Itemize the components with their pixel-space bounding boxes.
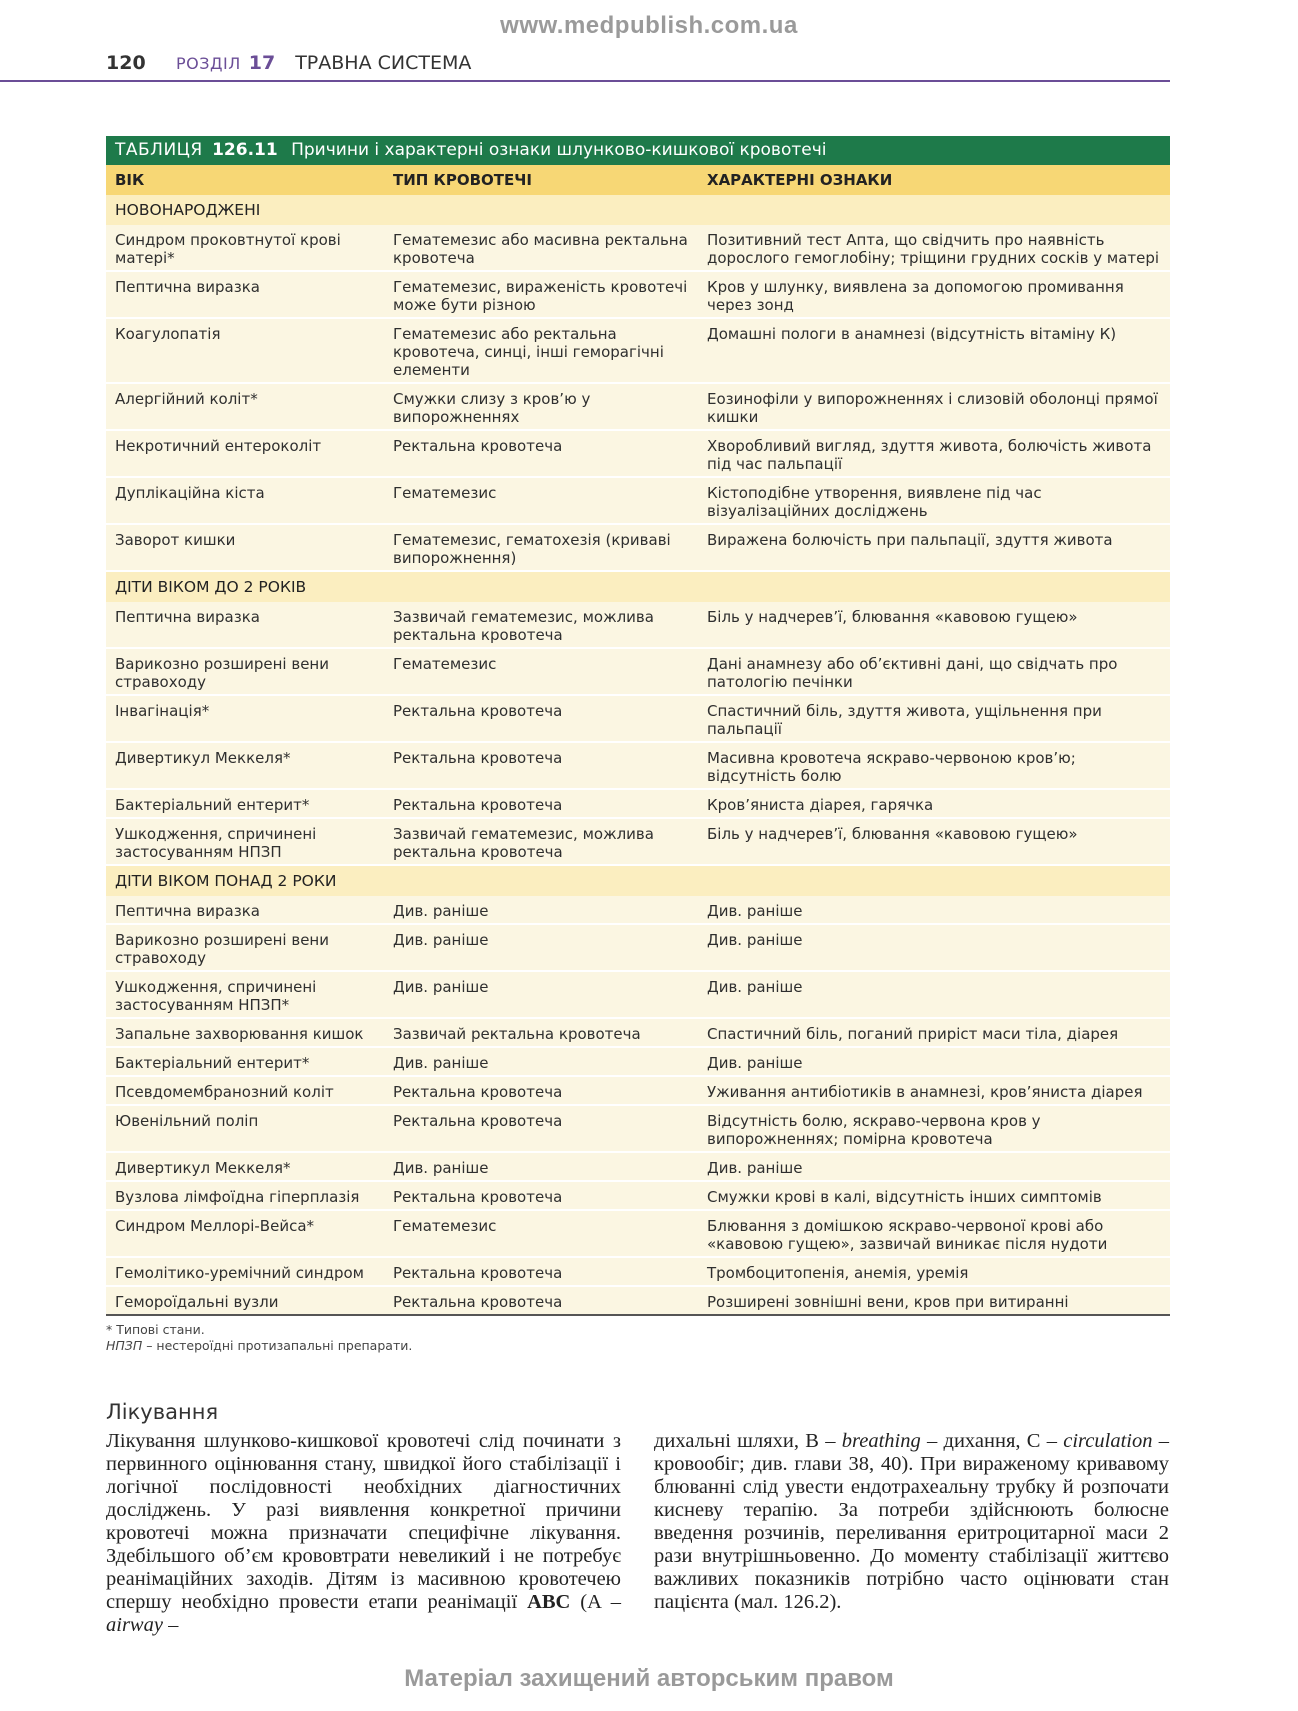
bleeding-type-cell: Ректальна кровотеча	[384, 742, 698, 789]
watermark-bottom: Матеріал захищений авторським правом	[404, 1665, 894, 1692]
features-cell: Тромбоцитопенія, анемія, уремія	[698, 1257, 1170, 1286]
footnote-abbr: НПЗП	[106, 1338, 143, 1353]
body-right-italic2: circulation	[1063, 1430, 1153, 1452]
table-row	[106, 602, 1170, 648]
features-cell: Див. раніше	[698, 924, 1170, 971]
table-row	[106, 383, 1170, 430]
table-title-row	[106, 136, 1170, 165]
table-row	[106, 971, 1170, 1018]
age-cell: Пептична виразка	[106, 896, 384, 924]
bleeding-type-cell: Ректальна кровотеча	[384, 1181, 698, 1210]
features-cell: Розширені зовнішні вени, кров при витиранні	[698, 1286, 1170, 1315]
features-cell: Відсутність болю, яскраво-червона кров у випорожненнях; помірна кровотеча	[698, 1105, 1170, 1152]
features-cell: Див. раніше	[698, 896, 1170, 924]
table-row	[106, 896, 1170, 924]
bleeding-type-cell: Ректальна кровотеча	[384, 695, 698, 742]
features-cell: Кров’яниста діарея, гарячка	[698, 789, 1170, 818]
table-row	[106, 430, 1170, 477]
footnote-typical: * Типові стани.	[106, 1322, 205, 1337]
age-cell: Псевдомембранозний коліт	[106, 1076, 384, 1105]
table-row	[106, 1076, 1170, 1105]
table-row	[106, 477, 1170, 524]
age-cell: Некротичний ентероколіт	[106, 430, 384, 477]
features-cell: Кров у шлунку, виявлена за допомогою промивання через зонд	[698, 271, 1170, 318]
bleeding-type-cell: Ректальна кровотеча	[384, 789, 698, 818]
bleeding-type-cell: Ректальна кровотеча	[384, 430, 698, 477]
age-cell: Синдром Меллорі-Вейса*	[106, 1210, 384, 1257]
bleeding-type-cell: Див. раніше	[384, 1152, 698, 1181]
table-title: Причини і характерні ознаки шлунково-кишкової кровотечі	[291, 140, 827, 160]
group-label: НОВОНАРОДЖЕНІ	[106, 195, 1170, 225]
table-row	[106, 742, 1170, 789]
table-row	[106, 818, 1170, 865]
table-row	[106, 225, 1170, 271]
age-cell: Бактеріальний ентерит*	[106, 1047, 384, 1076]
table-footnotes	[106, 1322, 906, 1354]
body-text-right	[654, 1430, 1169, 1614]
bleeding-type-cell: Див. раніше	[384, 924, 698, 971]
footnote-abbr-definition: – нестероїдні протизапальні препарати.	[142, 1338, 413, 1353]
features-cell: Біль у надчерев’ї, блювання «кавовою гущею»	[698, 818, 1170, 865]
bleeding-type-cell: Смужки слизу з кров’ю у випорожненнях	[384, 383, 698, 430]
age-cell: Алергійний коліт*	[106, 383, 384, 430]
bleeding-type-cell: Див. раніше	[384, 896, 698, 924]
section-heading: Лікування	[106, 1400, 219, 1424]
table-group-row	[106, 195, 1170, 225]
body-left-italic: airway	[106, 1614, 163, 1636]
section-word: РОЗДІЛ	[176, 54, 241, 73]
running-head	[106, 52, 1170, 74]
bleeding-type-cell: Гематемезис, гематохезія (криваві випорожнення)	[384, 524, 698, 571]
age-cell: Варикозно розширені вени стравоходу	[106, 924, 384, 971]
table-row	[106, 1210, 1170, 1257]
features-cell: Уживання антибіотиків в анамнезі, кров’яниста діарея	[698, 1076, 1170, 1105]
table-row	[106, 1152, 1170, 1181]
body-right-italic1: breathing	[841, 1430, 921, 1452]
table-row	[106, 1257, 1170, 1286]
body-left-part2: (A –	[570, 1591, 621, 1613]
age-cell: Ювенільний поліп	[106, 1105, 384, 1152]
features-cell: Блювання з домішкою яскраво-червоної крові або «кавовою гущею», зазвичай виникає після нудоти	[698, 1210, 1170, 1257]
features-cell: Кістоподібне утворення, виявлене під час візуалізаційних досліджень	[698, 477, 1170, 524]
body-left-part3: –	[162, 1614, 179, 1636]
body-left-part1: Лікування шлунково-кишкової кровотечі слід починати з первинного оцінювання стану, швидкої його стабілізації і логічної послідовності необхідних діагностичних досліджень. У разі виявлення конкретної причини кровотечі можна призначати специфічне лікування. Здебільшого об’єм крововтрати невеликий і не потребує реанімаційних заходів. Дітям із масивною кровотечею спершу необхідно провести етапи реанімації	[106, 1430, 621, 1613]
bleeding-type-cell: Ректальна кровотеча	[384, 1076, 698, 1105]
bleeding-type-cell: Гематемезис	[384, 477, 698, 524]
age-cell: Дивертикул Меккеля*	[106, 742, 384, 789]
table-group-row	[106, 865, 1170, 896]
table-row	[106, 648, 1170, 695]
table-row	[106, 524, 1170, 571]
features-cell: Позитивний тест Апта, що свідчить про наявність дорослого гемоглобіну; тріщини грудних сосків у матері	[698, 225, 1170, 271]
bleeding-type-cell: Зазвичай ректальна кровотеча	[384, 1018, 698, 1047]
table-row	[106, 1018, 1170, 1047]
age-cell: Коагулопатія	[106, 318, 384, 383]
watermark-top: www.medpublish.com.ua	[500, 12, 798, 39]
column-header-age: ВІК	[106, 165, 384, 195]
body-right-part3: – кровообіг; див. глави 38, 40). При вираженому кривавому блюванні слід увести ендотрахеальну трубку й розпочати кисневу терапію. За потреби здійснюють болюсне введення розчинів, переливання еритроцитарної маси 2 рази внутрішньовенно. До моменту стабілізації життєво важливих показників потрібно часто оцінювати стан пацієнта (мал. 126.2).	[654, 1430, 1169, 1613]
body-left-bold: ABC	[527, 1591, 571, 1613]
column-header-features: ХАРАКТЕРНІ ОЗНАКИ	[698, 165, 1170, 195]
features-cell: Спастичний біль, поганий приріст маси тіла, діарея	[698, 1018, 1170, 1047]
table-row	[106, 318, 1170, 383]
table-group-row	[106, 571, 1170, 602]
table-row	[106, 271, 1170, 318]
bleeding-type-cell: Ректальна кровотеча	[384, 1286, 698, 1315]
causes-table	[106, 136, 1170, 1316]
features-cell: Смужки крові в калі, відсутність інших симптомів	[698, 1181, 1170, 1210]
age-cell: Пептична виразка	[106, 271, 384, 318]
features-cell: Дані анамнезу або об’єктивні дані, що свідчать про патологію печінки	[698, 648, 1170, 695]
bleeding-type-cell: Див. раніше	[384, 971, 698, 1018]
age-cell: Заворот кишки	[106, 524, 384, 571]
age-cell: Геморoїдальні вузли	[106, 1286, 384, 1315]
table-row	[106, 1286, 1170, 1315]
header-rule	[0, 80, 1170, 82]
bleeding-type-cell: Див. раніше	[384, 1047, 698, 1076]
features-cell: Еозинофіли у випорожненнях і слизовій оболонці прямої кишки	[698, 383, 1170, 430]
bleeding-type-cell: Ректальна кровотеча	[384, 1257, 698, 1286]
table-label: ТАБЛИЦЯ	[115, 140, 203, 160]
features-cell: Біль у надчерев’ї, блювання «кавовою гущею»	[698, 602, 1170, 648]
bleeding-type-cell: Гематемезис, вираженість кровотечі може бути різною	[384, 271, 698, 318]
body-text-left	[106, 1430, 621, 1637]
age-cell: Пептична виразка	[106, 602, 384, 648]
table-number: 126.11	[212, 140, 278, 160]
table-header-row	[106, 165, 1170, 195]
table-row	[106, 789, 1170, 818]
body-right-part2: – дихання, C –	[920, 1430, 1064, 1452]
footnote-abbreviation	[106, 1338, 906, 1354]
section-number: 17	[248, 52, 276, 74]
body-right-part1: дихальні шляхи, B –	[654, 1430, 842, 1452]
features-cell: Спастичний біль, здуття живота, ущільнення при пальпації	[698, 695, 1170, 742]
features-cell: Хворобливий вигляд, здуття живота, болючість живота під час пальпації	[698, 430, 1170, 477]
age-cell: Вузлова лімфоїдна гіперплазія	[106, 1181, 384, 1210]
table-row	[106, 1181, 1170, 1210]
table-row	[106, 695, 1170, 742]
section-title: ТРАВНА СИСТЕМА	[295, 52, 472, 74]
features-cell: Див. раніше	[698, 1047, 1170, 1076]
bleeding-type-cell: Ректальна кровотеча	[384, 1105, 698, 1152]
features-cell: Див. раніше	[698, 971, 1170, 1018]
table-row	[106, 924, 1170, 971]
features-cell: Див. раніше	[698, 1152, 1170, 1181]
bleeding-type-cell: Гематемезис	[384, 1210, 698, 1257]
age-cell: Дивертикул Меккеля*	[106, 1152, 384, 1181]
age-cell: Ушкодження, спричинені застосуванням НПЗП*	[106, 971, 384, 1018]
age-cell: Бактеріальний ентерит*	[106, 789, 384, 818]
table-row	[106, 1105, 1170, 1152]
bleeding-type-cell: Зазвичай гематемезис, можлива ректальна кровотеча	[384, 818, 698, 865]
features-cell: Масивна кровотеча яскраво-червоною кров’ю; відсутність болю	[698, 742, 1170, 789]
age-cell: Гемолітико-уремічний синдром	[106, 1257, 384, 1286]
bleeding-type-cell: Гематемезис	[384, 648, 698, 695]
age-cell: Ушкодження, спричинені застосуванням НПЗП	[106, 818, 384, 865]
age-cell: Дуплікаційна кіста	[106, 477, 384, 524]
bleeding-type-cell: Гематемезис або ректальна кровотеча, синці, інші геморагічні елементи	[384, 318, 698, 383]
bleeding-type-cell: Гематемезис або масивна ректальна кровотеча	[384, 225, 698, 271]
group-label: ДІТИ ВІКОМ ДО 2 РОКІВ	[106, 571, 1170, 602]
column-header-bleeding-type: ТИП КРОВОТЕЧІ	[384, 165, 698, 195]
table-row	[106, 1047, 1170, 1076]
table-caption	[106, 136, 1170, 165]
page-number: 120	[106, 52, 146, 74]
age-cell: Синдром проковтнутої крові матері*	[106, 225, 384, 271]
age-cell: Варикозно розширені вени стравоходу	[106, 648, 384, 695]
features-cell: Домашні пологи в анамнезі (відсутність вітаміну К)	[698, 318, 1170, 383]
age-cell: Інвагінація*	[106, 695, 384, 742]
age-cell: Запальне захворювання кишок	[106, 1018, 384, 1047]
group-label: ДІТИ ВІКОМ ПОНАД 2 РОКИ	[106, 865, 1170, 896]
features-cell: Виражена болючість при пальпації, здуття живота	[698, 524, 1170, 571]
bleeding-type-cell: Зазвичай гематемезис, можлива ректальна кровотеча	[384, 602, 698, 648]
